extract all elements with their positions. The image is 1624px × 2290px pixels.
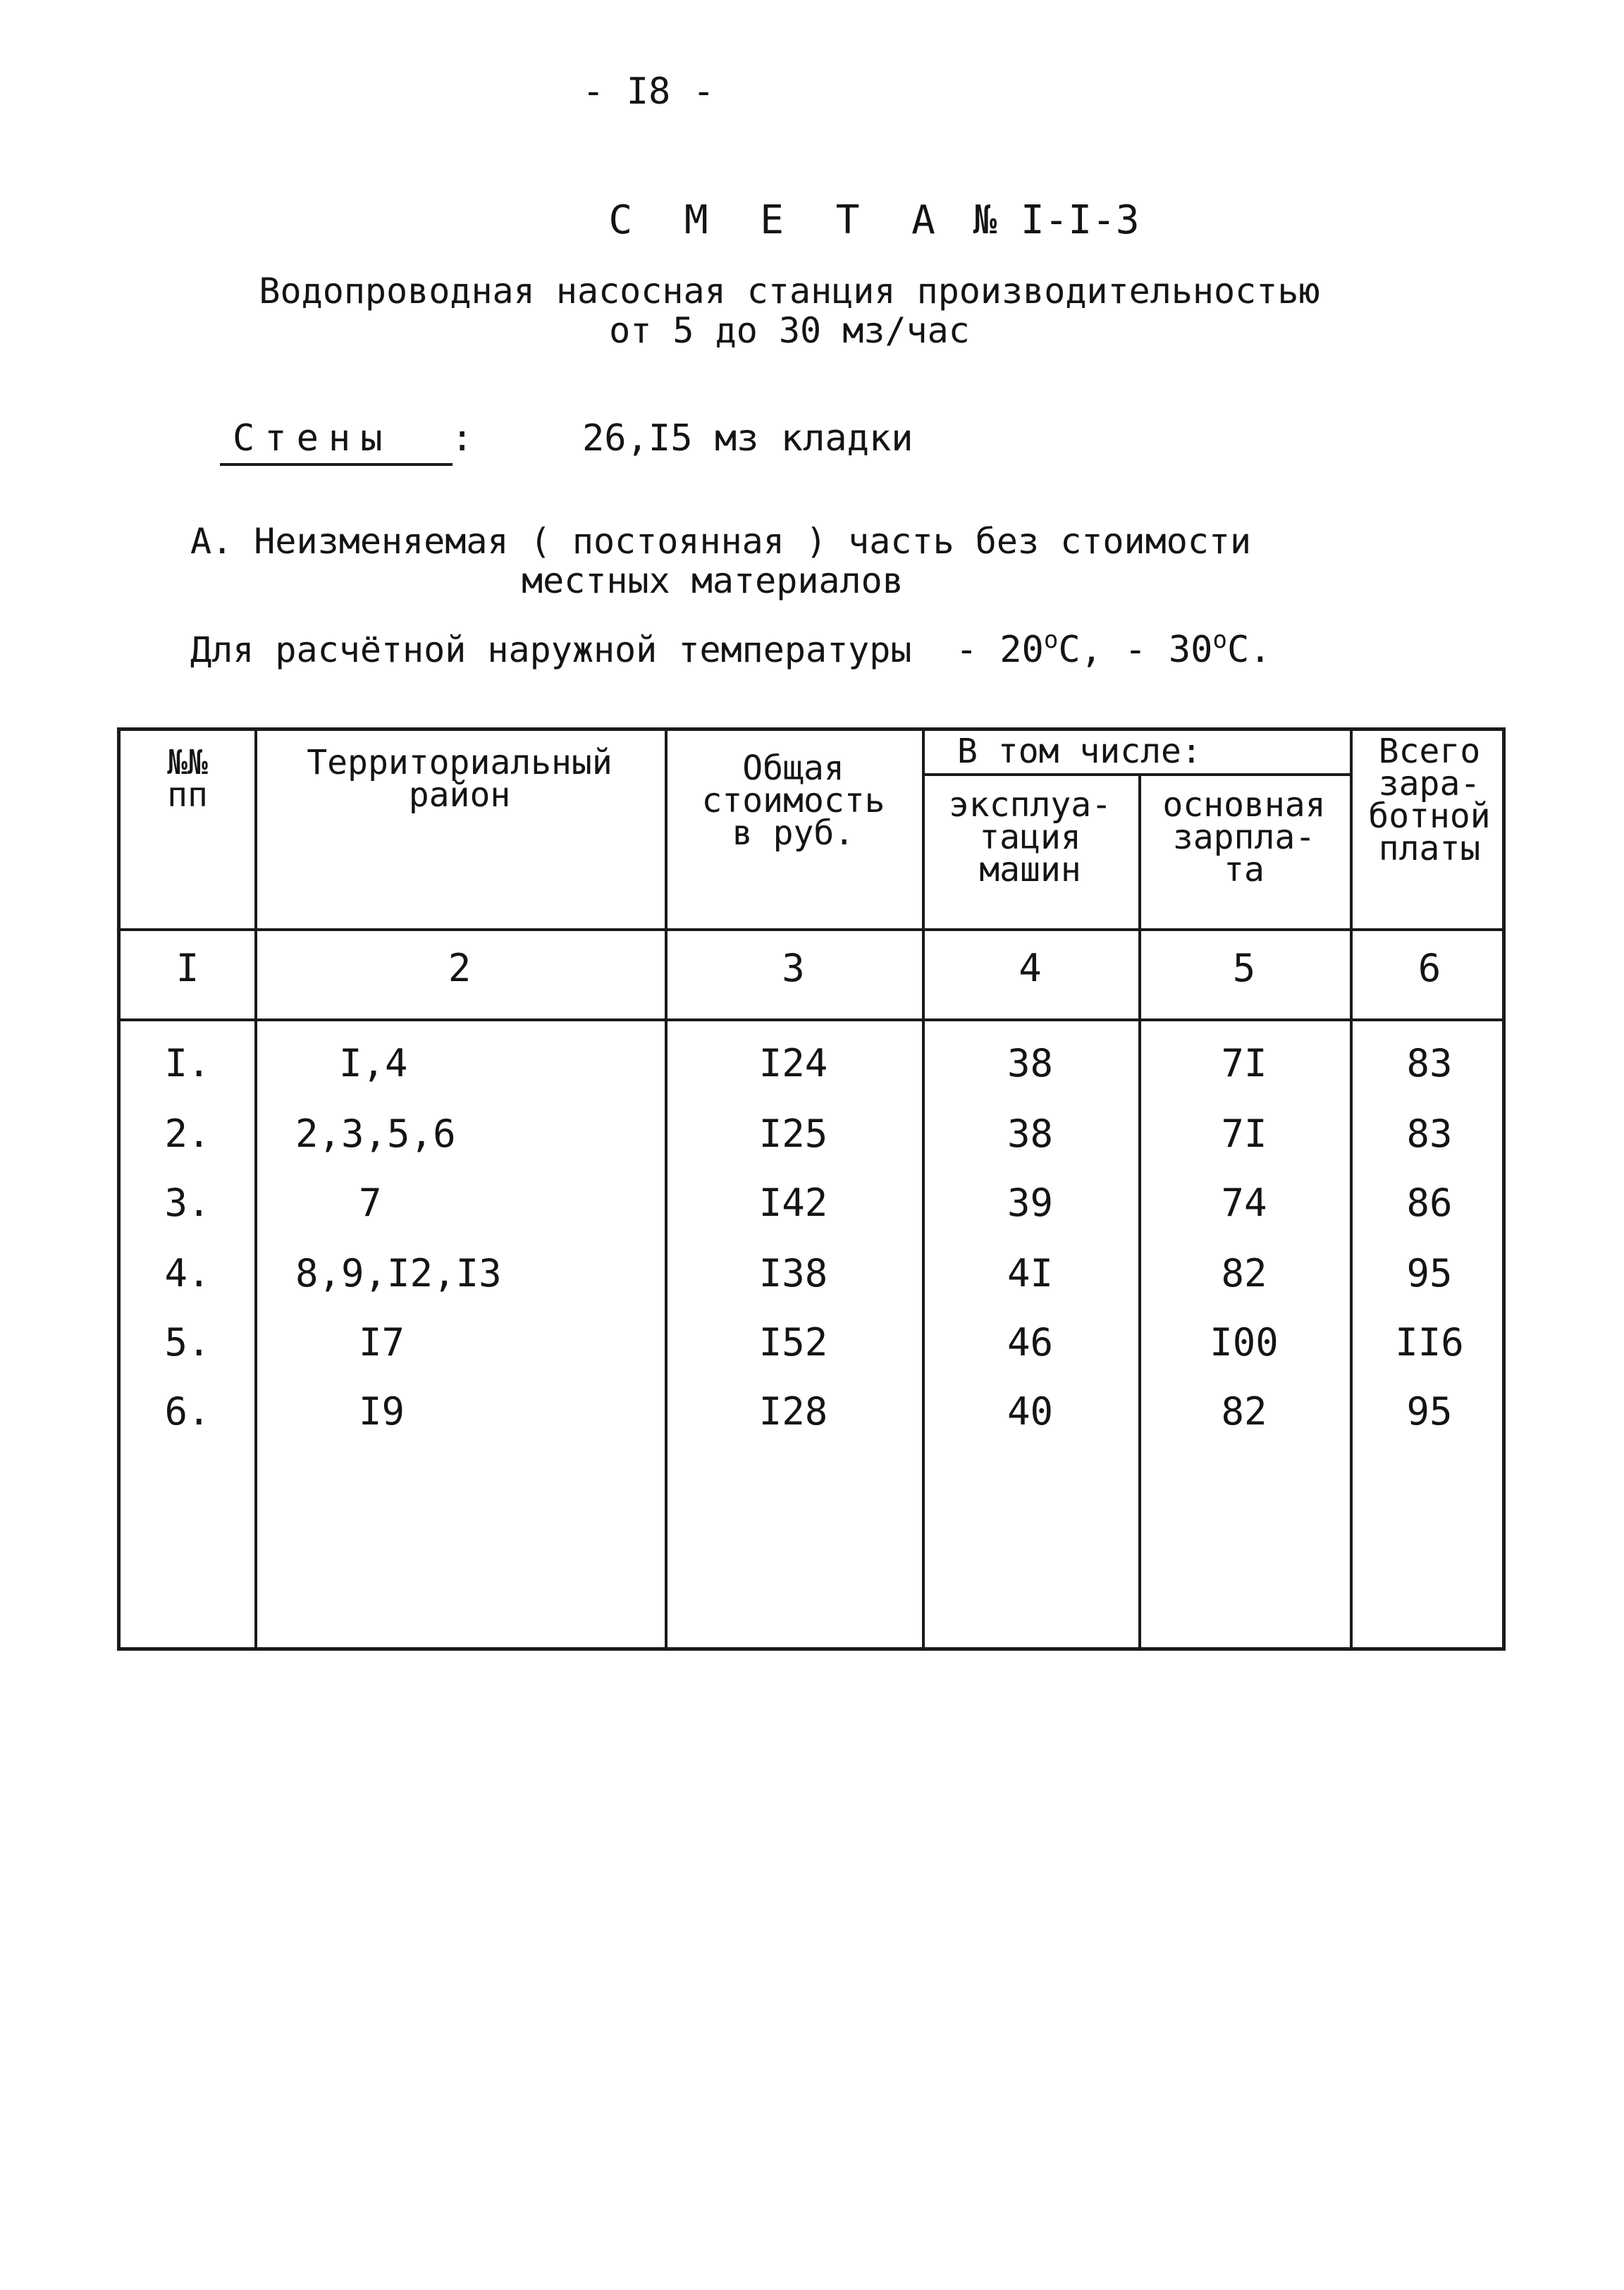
- header-text: Всего: [1378, 732, 1481, 771]
- header-text: та: [1224, 850, 1265, 889]
- machine-operation: 38: [1007, 1041, 1054, 1085]
- header-text: Общая: [742, 749, 844, 788]
- part-a-heading: [190, 522, 1251, 601]
- column-number: 5: [1232, 946, 1256, 990]
- degree-sign-1: о: [1043, 626, 1059, 654]
- machine-operation: 39: [1007, 1181, 1054, 1225]
- district: I9: [359, 1389, 405, 1434]
- base-salary: 82: [1221, 1251, 1267, 1295]
- row-number: I.: [164, 1041, 211, 1085]
- header-text: №№: [167, 743, 208, 782]
- subtitle-line-2: от 5 до 30 мз/час: [609, 310, 970, 351]
- header-machine-operation: [922, 785, 1138, 889]
- total-wages: 83: [1406, 1041, 1453, 1085]
- base-salary: 82: [1221, 1389, 1267, 1434]
- machine-operation: 4I: [1007, 1251, 1054, 1295]
- column-number: 2: [448, 946, 472, 990]
- temperature-value-2: - 30: [1124, 629, 1213, 671]
- total-cost: I24: [758, 1041, 828, 1085]
- estimate-number: № I-I-3: [973, 197, 1140, 243]
- header-text: в руб.: [732, 813, 855, 853]
- header-text: машин: [979, 850, 1081, 889]
- header-total-wages: [1350, 732, 1509, 868]
- header-text: район: [408, 775, 511, 815]
- total-wages: 86: [1406, 1181, 1453, 1225]
- temperature-unit-2: С.: [1226, 629, 1272, 671]
- header-total-cost: [665, 749, 922, 853]
- design-temperature: [190, 626, 1272, 671]
- district: I,4: [339, 1041, 408, 1085]
- header-text: Территориальный: [307, 743, 613, 782]
- header-territorial-district: [254, 743, 665, 815]
- temperature-value-1: - 20: [955, 629, 1044, 671]
- district: 7: [359, 1181, 382, 1225]
- estimate-subtitle: [0, 271, 1579, 350]
- part-a-line-2: местных материалов: [522, 560, 904, 601]
- total-cost: I52: [758, 1320, 828, 1365]
- header-including: В том числе:: [957, 732, 1202, 771]
- estimate-title: [0, 197, 1624, 243]
- header-text: тация: [979, 818, 1081, 857]
- row-number: 2.: [164, 1112, 211, 1156]
- row-number: 5.: [164, 1320, 211, 1365]
- district: I7: [359, 1320, 405, 1365]
- header-base-salary: [1138, 785, 1350, 889]
- row-number: 4.: [164, 1251, 211, 1295]
- base-salary: 7I: [1221, 1112, 1267, 1156]
- total-cost: I28: [758, 1389, 828, 1434]
- machine-operation: 38: [1007, 1112, 1054, 1156]
- row-number: 6.: [164, 1389, 211, 1434]
- header-text: эксплуа-: [948, 785, 1112, 825]
- header-text: стоимость: [701, 781, 885, 820]
- page-number: - I8 -: [582, 70, 715, 113]
- walls-value: 26,I5 мз кладки: [582, 417, 914, 460]
- district: 8,9,I2,I3: [295, 1251, 502, 1295]
- estimate-title-word: С М Е Т А: [608, 197, 949, 243]
- total-cost: I38: [758, 1251, 828, 1295]
- total-wages: II6: [1395, 1320, 1464, 1365]
- row-number: 3.: [164, 1181, 211, 1225]
- total-wages: 95: [1406, 1389, 1453, 1434]
- temperature-unit-1: С,: [1058, 629, 1102, 671]
- total-cost: I42: [758, 1181, 828, 1225]
- part-a-line-1: А. Неизменяемая ( постоянная ) часть без стоимости: [190, 521, 1252, 562]
- machine-operation: 46: [1007, 1320, 1054, 1365]
- column-number: 4: [1019, 946, 1042, 990]
- header-text: пп: [167, 775, 208, 815]
- estimate-table: [117, 727, 1506, 1651]
- machine-operation: 40: [1007, 1389, 1054, 1434]
- walls-underline: [220, 463, 453, 466]
- header-row-number: [121, 743, 254, 815]
- base-salary: I00: [1210, 1320, 1279, 1365]
- base-salary: 74: [1221, 1181, 1267, 1225]
- header-text: платы: [1378, 829, 1481, 868]
- total-wages: 83: [1406, 1112, 1453, 1156]
- total-cost: I25: [758, 1112, 828, 1156]
- total-wages: 95: [1406, 1251, 1453, 1295]
- header-text: основная: [1162, 785, 1326, 825]
- walls-colon: :: [451, 417, 474, 460]
- group-header-rule: [922, 773, 1350, 776]
- column-number: I: [176, 946, 199, 990]
- header-text: зарпла-: [1172, 818, 1316, 857]
- column-number: 3: [782, 946, 805, 990]
- temperature-values: [955, 626, 1272, 671]
- column-number: 6: [1417, 946, 1441, 990]
- column-number-rule: [121, 1018, 1502, 1021]
- temperature-prefix: Для расчётной наружной температуры: [190, 629, 912, 670]
- subtitle-line-1: Водопроводная насосная станция производительностью: [259, 271, 1320, 312]
- header-bottom-rule: [121, 928, 1502, 931]
- degree-sign-2: о: [1212, 626, 1227, 654]
- header-text: зара-: [1378, 764, 1481, 804]
- base-salary: 7I: [1221, 1041, 1267, 1085]
- header-text: ботной: [1368, 796, 1491, 836]
- district: 2,3,5,6: [295, 1112, 456, 1156]
- walls-label: Стены: [233, 417, 393, 460]
